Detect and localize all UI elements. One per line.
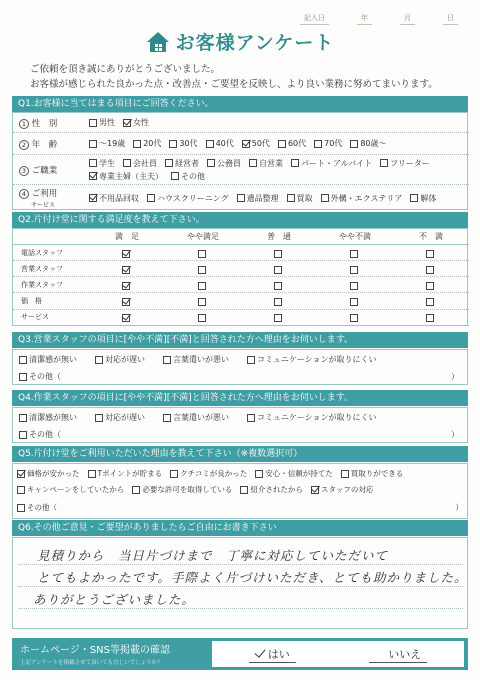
q1-option[interactable] (171, 171, 205, 182)
checkbox[interactable] (17, 486, 25, 494)
option-label: 遺品整理 (246, 193, 279, 203)
q1-options (89, 158, 469, 182)
checkbox[interactable] (291, 159, 299, 167)
q4-heading: Q4.作業スタッフの項目に[やや不満][不満]と回答された方へ理由をお伺いします。 (12, 390, 468, 406)
option-label: スタッフの対応 (320, 485, 374, 494)
handwritten-comment-line: ありがとうございました。 (33, 592, 196, 607)
checkbox[interactable] (123, 159, 131, 167)
q1-label-text: 年 齢 (29, 139, 58, 150)
q1-option[interactable] (314, 138, 342, 149)
option-label: 紹介されたから (250, 485, 303, 494)
option-label: 経営者 (175, 158, 199, 168)
option-label: パート・アルバイト (301, 158, 373, 168)
checkbox[interactable] (89, 119, 97, 127)
circled-number: 3 (19, 166, 29, 176)
checkbox[interactable] (19, 373, 27, 381)
checkbox[interactable] (170, 470, 178, 478)
checkbox[interactable] (89, 159, 97, 167)
reason-option[interactable] (19, 412, 77, 423)
intro-text (30, 62, 438, 92)
q3-section (12, 349, 468, 385)
q2-cell (165, 308, 241, 327)
q3-heading: Q3.営業スタッフの項目に[やや不満][不満]と回答された方へ理由をお伺いします。 (12, 332, 468, 348)
checkbox[interactable] (147, 194, 155, 202)
q1-label-top (19, 164, 57, 176)
q1-option[interactable] (206, 138, 234, 149)
q2-heading: Q2.片付け堂に関する満足度を教えて下さい。 (12, 212, 468, 228)
q5-option[interactable] (132, 484, 232, 495)
consent-yes-label: はい (267, 647, 290, 661)
q2-row-label: 電話スタッフ (21, 248, 63, 257)
q2-satisfaction-table (12, 228, 468, 326)
reason-option[interactable] (163, 412, 229, 423)
q2-column-header: 不 満 (419, 232, 443, 241)
q5-option[interactable] (17, 484, 124, 495)
q1-label-group (19, 117, 57, 129)
q1-row-label (13, 187, 89, 209)
checkbox[interactable] (255, 470, 263, 478)
reason-option[interactable] (247, 412, 377, 423)
checkbox[interactable] (163, 414, 171, 422)
consent-subtitle: 上記アンケートを掲載させて頂いても宜しいでしょうか？ (20, 660, 163, 666)
checkbox[interactable] (122, 314, 130, 322)
checkbox[interactable] (198, 282, 206, 290)
q1-label-group (19, 164, 57, 176)
checkbox[interactable] (198, 266, 206, 274)
q1-label-text: ご職業 (29, 165, 58, 176)
checkbox[interactable] (242, 140, 250, 148)
q5-other-line (17, 502, 463, 513)
option-label: 安心・信頼が持てた (265, 469, 333, 478)
option-label: 学生 (99, 158, 115, 168)
option-label: 70代 (324, 139, 343, 148)
day-label: 日 (443, 13, 458, 25)
checkbox[interactable] (350, 250, 358, 258)
consent-no-label: いいえ (388, 647, 422, 661)
q1-label-top (19, 138, 57, 150)
q1-row-label (13, 138, 89, 150)
option-label: その他 (181, 171, 205, 181)
q1-option[interactable] (89, 158, 115, 169)
comment-rule (19, 608, 463, 609)
reason-option[interactable] (19, 354, 77, 365)
q2-header-blank (13, 229, 89, 244)
option-label: 60代 (287, 139, 307, 148)
q1-option[interactable] (89, 138, 125, 149)
checkbox[interactable] (165, 159, 173, 167)
q1-option[interactable] (350, 138, 386, 149)
consent-title: ホームページ・SNS等掲載の確認 (20, 645, 170, 656)
reason-other-close: ） (451, 372, 459, 381)
option-label: 会社員 (133, 158, 157, 168)
option-label: 女性 (133, 118, 149, 127)
checkbox[interactable] (122, 282, 130, 290)
checkbox[interactable] (171, 172, 179, 180)
option-label: 清潔感が無い (29, 355, 77, 364)
q1-label-group (19, 138, 57, 150)
option-label: 対応が遅い (105, 413, 145, 422)
checkbox[interactable] (95, 356, 103, 364)
checkbox[interactable] (341, 470, 349, 478)
comment-rule (19, 586, 463, 587)
q1-option[interactable] (278, 138, 306, 149)
q4-section (12, 407, 468, 443)
checkbox[interactable] (17, 470, 25, 478)
checkbox[interactable] (207, 159, 215, 167)
checkbox[interactable] (122, 250, 130, 258)
month-label: 月 (400, 13, 415, 25)
option-label: 解体 (420, 193, 437, 203)
option-label: 自営業 (259, 158, 283, 168)
checkbox[interactable] (426, 282, 434, 290)
q1-label-top (19, 117, 57, 129)
reason-option[interactable] (247, 354, 377, 365)
option-label: 外構・エクステリア (330, 193, 403, 203)
q5-option[interactable] (17, 468, 80, 479)
checkbox[interactable] (350, 298, 358, 306)
checkbox[interactable] (350, 282, 358, 290)
reason-line (19, 354, 377, 365)
q1-option[interactable] (123, 158, 157, 169)
year-label: 年 (357, 13, 372, 25)
checkbox[interactable] (198, 250, 206, 258)
checkbox[interactable] (247, 356, 255, 364)
option-label: 言葉遣いが悪い (173, 355, 229, 364)
q2-row-label: 作業スタッフ (21, 280, 63, 289)
q1-option[interactable] (89, 193, 139, 204)
checkbox[interactable] (274, 314, 282, 322)
checkbox[interactable] (247, 414, 255, 422)
q1-option[interactable] (291, 158, 372, 169)
q2-row-label: 営業スタッフ (21, 264, 63, 273)
q2-cell (89, 308, 165, 327)
q1-option[interactable] (89, 117, 115, 128)
option-label: ハウスクリーニング (157, 193, 229, 203)
checkbox[interactable] (274, 266, 282, 274)
q1-label-text: 性 別 (29, 118, 58, 129)
checkbox[interactable] (198, 314, 206, 322)
q2-row-label: 価 格 (21, 297, 42, 306)
q5-option[interactable] (255, 468, 333, 479)
checkbox[interactable] (19, 356, 27, 364)
q5-option[interactable] (170, 468, 247, 479)
checkbox[interactable] (89, 172, 97, 180)
checkbox[interactable] (350, 140, 358, 148)
q2-row (13, 310, 469, 326)
q1-row (13, 155, 469, 185)
q5-option[interactable] (341, 468, 404, 479)
option-label: 〜19歳 (99, 139, 126, 148)
checkbox[interactable] (89, 140, 97, 148)
checkbox[interactable] (133, 140, 141, 148)
handwritten-comment-line: とてもよかったです。手際よく片づけいただき、とても助かりました。 (37, 570, 468, 585)
option-label: 男性 (99, 118, 115, 127)
handwritten-comment-line: 見積りから 当日片づけまで 丁寧に対応していただいて (37, 548, 389, 563)
checkbox[interactable] (198, 298, 206, 306)
option-label: 清潔感が無い (29, 413, 77, 422)
checkbox[interactable] (123, 119, 131, 127)
q5-section (12, 463, 468, 519)
q1-row (13, 113, 469, 133)
q5-other-option[interactable] (17, 502, 57, 513)
option-label: 20代 (143, 139, 162, 148)
checkbox[interactable] (206, 140, 214, 148)
q2-cell (241, 308, 317, 327)
q2-cell (317, 308, 393, 327)
reason-line (19, 412, 377, 423)
checkbox[interactable] (287, 194, 295, 202)
q1-option[interactable] (133, 138, 161, 149)
checkbox[interactable] (122, 298, 130, 306)
checkbox[interactable] (88, 470, 96, 478)
checkbox[interactable] (274, 282, 282, 290)
option-label: 専業主婦（主夫） (99, 171, 163, 181)
checkbox[interactable] (95, 414, 103, 422)
q5-other-close: ） (455, 503, 463, 512)
option-label: 必要な許可を取得している (142, 485, 233, 494)
q1-heading: Q1.お客様に当てはまる項目にご回答ください。 (12, 96, 468, 112)
reason-option[interactable] (163, 354, 229, 365)
checkbox[interactable] (321, 194, 329, 202)
q1-options (89, 138, 469, 149)
checkbox[interactable] (350, 266, 358, 274)
option-label: その他（ (29, 372, 61, 381)
option-label: キャンペーンをしていたから (27, 485, 125, 494)
checkbox[interactable] (163, 356, 171, 364)
reason-option[interactable] (95, 412, 145, 423)
option-label: その他（ (29, 430, 61, 439)
q1-option[interactable] (410, 193, 436, 204)
house-icon (146, 31, 170, 53)
q1-option[interactable] (321, 193, 403, 204)
q2-column-header: やや不満 (339, 232, 371, 241)
q5-line (17, 468, 403, 479)
checkbox[interactable] (278, 140, 286, 148)
publish-consent-bar (12, 638, 468, 670)
option-label: その他（ (27, 503, 57, 512)
option-label: 買取りができる (350, 469, 404, 478)
q1-option[interactable] (89, 171, 163, 182)
checkbox[interactable] (17, 504, 25, 512)
checkbox[interactable] (122, 266, 130, 274)
q1-section (12, 112, 468, 210)
q1-label-group (19, 187, 57, 209)
checkbox[interactable] (380, 159, 388, 167)
checkbox[interactable] (426, 314, 434, 322)
reason-other-line (19, 429, 459, 440)
option-label: クチコミが良かった (180, 469, 248, 478)
checkbox[interactable] (240, 486, 248, 494)
q2-column-header: 満 足 (115, 232, 139, 241)
option-label: 対応が遅い (105, 355, 145, 364)
consent-no-option[interactable] (369, 646, 427, 663)
q5-option[interactable] (240, 484, 303, 495)
option-label: 言葉遣いが悪い (173, 413, 229, 422)
checkbox[interactable] (426, 266, 434, 274)
checkbox[interactable] (274, 250, 282, 258)
q1-option[interactable] (287, 193, 313, 204)
option-label: 80歳〜 (360, 139, 387, 148)
checkbox[interactable] (249, 159, 257, 167)
option-label: Tポイントが貯まる (97, 469, 163, 478)
checkbox[interactable] (426, 298, 434, 306)
q5-heading: Q5.片付け堂をご利用いただいた理由を教えて下さい（※複数選択可） (12, 446, 468, 462)
q1-row-label (13, 117, 89, 129)
intro-line-2: お客様が感じられた良かった点・改善点・ご要望を反映し、より良い業務に努めてまいります。 (30, 79, 438, 90)
q2-column-header: 普 通 (267, 232, 291, 241)
option-label: コミュニケーションが取りにくい (257, 413, 377, 422)
q1-label-top (19, 187, 57, 199)
checkbox[interactable] (237, 194, 245, 202)
q2-row-label: サービス (21, 313, 49, 322)
q2-column-header: やや満足 (187, 232, 219, 241)
option-label: 不用品回収 (99, 193, 139, 203)
q1-option[interactable] (165, 158, 199, 169)
q1-options (89, 193, 469, 204)
q5-line (17, 484, 373, 495)
circled-number: 4 (19, 189, 29, 199)
q5-option[interactable] (311, 484, 374, 495)
q6-comment-box[interactable] (12, 537, 468, 629)
option-label: コミュニケーションが取りにくい (257, 355, 377, 364)
checkbox[interactable] (350, 314, 358, 322)
q1-option[interactable] (147, 193, 229, 204)
checkbox[interactable] (426, 250, 434, 258)
consent-yes-option[interactable] (249, 646, 296, 663)
q1-label-sub: サービス (31, 202, 56, 209)
circled-number: 2 (19, 140, 29, 150)
checkbox[interactable] (132, 486, 140, 494)
reason-other-option[interactable] (19, 371, 61, 382)
option-label: 公務員 (217, 158, 241, 168)
page-title: お客様アンケート (175, 32, 335, 54)
q1-row (13, 185, 469, 211)
option-label: 価格が安かった (27, 469, 80, 478)
q1-label-text: ご利用 (29, 189, 58, 199)
checkbox[interactable] (311, 486, 319, 494)
q1-option[interactable] (249, 158, 283, 169)
q1-option[interactable] (237, 193, 279, 204)
option-label: 30代 (179, 139, 198, 148)
q1-option[interactable] (380, 158, 430, 169)
option-label: 40代 (215, 139, 234, 148)
date-fields (300, 13, 458, 25)
q1-option[interactable] (169, 138, 197, 149)
title-area (0, 28, 480, 55)
reason-option[interactable] (95, 354, 145, 365)
checkbox[interactable] (410, 194, 418, 202)
reason-other-line (19, 371, 459, 382)
checkbox[interactable] (89, 194, 97, 202)
checkbox[interactable] (314, 140, 322, 148)
option-label: フリーター (390, 158, 430, 168)
date-label: 記入日 (300, 13, 329, 25)
check-icon (255, 648, 265, 660)
checkbox[interactable] (19, 431, 27, 439)
q1-option[interactable] (242, 138, 270, 149)
q1-options (89, 117, 469, 128)
checkbox[interactable] (274, 298, 282, 306)
option-label: 買取 (296, 193, 313, 203)
reason-other-close: ） (451, 430, 459, 439)
comment-rule (19, 564, 463, 565)
q1-row (13, 133, 469, 155)
q5-option[interactable] (88, 468, 163, 479)
reason-other-option[interactable] (19, 429, 61, 440)
q1-option[interactable] (123, 117, 149, 128)
intro-line-1: ご依頼を頂き誠にありがとうございました。 (30, 64, 221, 75)
q1-row-label (13, 164, 89, 176)
q2-cell (393, 308, 469, 327)
circled-number: 1 (19, 119, 29, 129)
checkbox[interactable] (19, 414, 27, 422)
option-label: 50代 (251, 139, 270, 148)
consent-options (212, 641, 464, 667)
q6-heading: Q6.その他ご意見・ご要望がありましたらご自由にお書き下さい (12, 520, 468, 536)
q1-option[interactable] (207, 158, 241, 169)
checkbox[interactable] (169, 140, 177, 148)
